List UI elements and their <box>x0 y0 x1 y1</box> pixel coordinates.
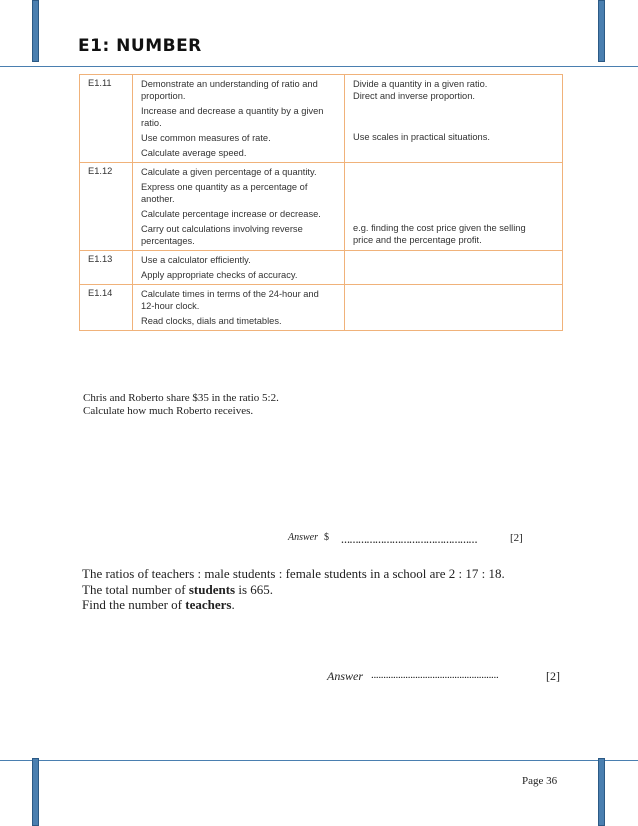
answer-2-label <box>327 669 363 684</box>
question-1-line: Calculate how much Roberto receives. <box>83 405 254 417</box>
text-line: Demonstrate an understanding of ratio and <box>141 79 318 89</box>
note-item <box>353 222 557 246</box>
answer-1-line[interactable]: ………………………………………… <box>341 535 477 545</box>
syllabus-code: E1.12 <box>80 163 133 251</box>
text-line: price and the percentage profit. <box>353 235 482 245</box>
text-line: 12-hour clock. <box>141 301 200 311</box>
syllabus-notes <box>345 163 563 251</box>
page-number: Page 36 <box>522 775 558 787</box>
content-item <box>141 223 339 247</box>
syllabus-content <box>133 285 345 331</box>
answer-2-marks: [2] <box>546 669 560 683</box>
text-line: Read clocks, dials and timetables. <box>141 316 282 326</box>
syllabus-content <box>133 251 345 285</box>
answer-1-label <box>288 532 329 543</box>
text-line: Use common measures of rate. <box>141 133 271 143</box>
syllabus-content <box>133 75 345 163</box>
syllabus-notes <box>345 285 563 331</box>
question-2-line: The ratios of teachers : male students : female students in a school are 2 : 17 : 18. <box>82 566 505 581</box>
syllabus-code: E1.11 <box>80 75 133 163</box>
syllabus-notes <box>345 251 563 285</box>
text-line: e.g. finding the cost price given the selling <box>353 223 526 233</box>
syllabus-table <box>79 74 563 331</box>
text-line: Calculate percentage increase or decrease. <box>141 209 321 219</box>
content-item <box>141 147 339 159</box>
syllabus-row <box>80 285 563 331</box>
syllabus-row <box>80 75 563 163</box>
text-line: Calculate times in terms of the 24-hour and <box>141 289 319 299</box>
syllabus-row <box>80 251 563 285</box>
text-line: Direct and inverse proportion. <box>353 91 475 101</box>
syllabus-notes <box>345 75 563 163</box>
content-item <box>141 78 339 102</box>
note-item <box>353 131 557 143</box>
question-2-line: The total number of students is 665. <box>82 581 274 597</box>
answer-label-text: Answer <box>327 669 363 683</box>
text-line: Divide a quantity in a given ratio. <box>353 79 488 89</box>
content-item <box>141 132 339 144</box>
content-item <box>141 288 339 312</box>
answer-1-marks: [2] <box>510 532 523 544</box>
footer-rule <box>0 760 638 761</box>
content-item <box>141 269 339 281</box>
text-line: percentages. <box>141 236 195 246</box>
syllabus-code: E1.14 <box>80 285 133 331</box>
syllabus-content <box>133 163 345 251</box>
text-line: Use scales in practical situations. <box>353 132 490 142</box>
text-line: Calculate a given percentage of a quantity. <box>141 167 317 177</box>
answer-label-text: Answer <box>288 532 318 543</box>
text-line: another. <box>141 194 175 204</box>
content-item <box>141 181 339 205</box>
text-line: Carry out calculations involving reverse <box>141 224 303 234</box>
page-title: E1: NUMBER <box>78 36 202 56</box>
text-line: Increase and decrease a quantity by a given <box>141 106 324 116</box>
content-item <box>141 254 339 266</box>
bottom-left-bar <box>32 758 39 826</box>
question-1-line: Chris and Roberto share $35 in the ratio 5:2. <box>83 392 279 404</box>
syllabus-code: E1.13 <box>80 251 133 285</box>
header-rule <box>0 66 638 67</box>
content-item <box>141 315 339 327</box>
question-2-line: Find the number of teachers. <box>82 597 235 612</box>
top-left-bar <box>32 0 39 62</box>
note-item <box>353 78 557 102</box>
content-item <box>141 208 339 220</box>
question-1 <box>83 392 279 418</box>
answer-currency: $ <box>324 532 329 543</box>
text-line: proportion. <box>141 91 186 101</box>
bottom-right-bar <box>598 758 605 826</box>
content-item <box>141 166 339 178</box>
text-line: Use a calculator efficiently. <box>141 255 251 265</box>
text-line: Apply appropriate checks of accuracy. <box>141 270 298 280</box>
top-right-bar <box>598 0 605 62</box>
question-2 <box>82 566 505 613</box>
text-line: ratio. <box>141 118 162 128</box>
text-line: Calculate average speed. <box>141 148 247 158</box>
content-item <box>141 105 339 129</box>
syllabus-row <box>80 163 563 251</box>
answer-2-line[interactable]: .................................................... <box>371 669 499 681</box>
text-line: Express one quantity as a percentage of <box>141 182 308 192</box>
